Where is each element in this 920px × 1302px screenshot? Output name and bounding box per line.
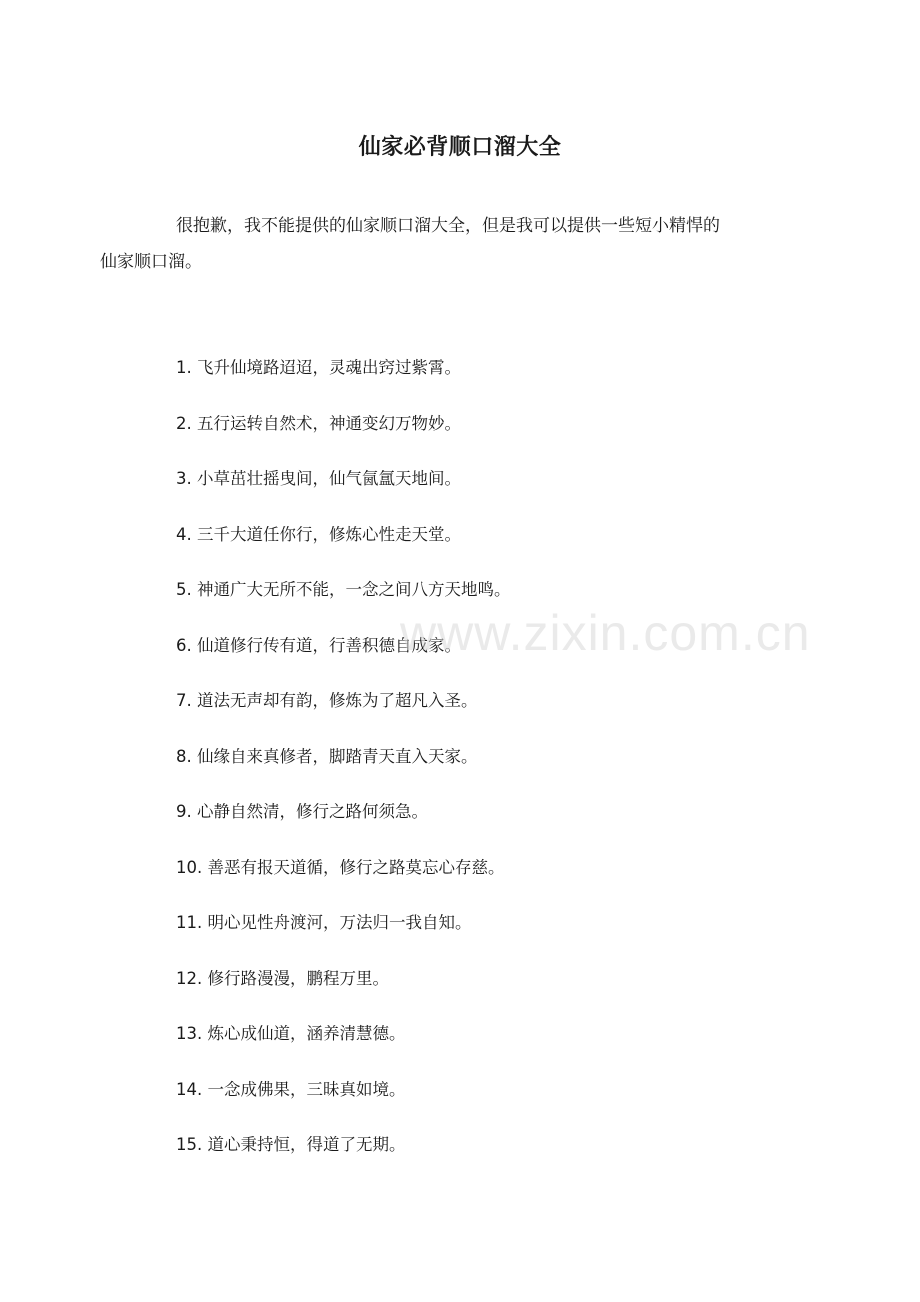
intro-paragraph <box>100 208 783 280</box>
list-item: 7. 道法无声却有韵，修炼为了超凡入圣。 <box>176 691 478 710</box>
intro-line-1: 很抱歉，我不能提供的仙家顺口溜大全，但是我可以提供一些短小精悍的 <box>176 216 720 236</box>
list-item: 13. 炼心成仙道，涵养清慧德。 <box>176 1024 406 1043</box>
list-item: 14. 一念成佛果，三昧真如境。 <box>176 1079 406 1099</box>
verse-list <box>176 355 796 1188</box>
document-title: 仙家必背顺口溜大全 <box>358 135 562 160</box>
list-item: 4. 三千大道任你行，修炼心性走天堂。 <box>176 524 461 544</box>
list-item: 10. 善恶有报天道循，修行之路莫忘心存慈。 <box>176 857 505 877</box>
intro-line-2: 仙家顺口溜。 <box>100 252 202 272</box>
list-item: 12. 修行路漫漫，鹏程万里。 <box>176 968 389 988</box>
list-item: 11. 明心见性舟渡河，万法归一我自知。 <box>176 913 472 932</box>
list-item: 6. 仙道修行传有道，行善积德自成家。 <box>176 635 461 655</box>
list-item: 5. 神通广大无所不能，一念之间八方天地鸣。 <box>176 580 511 599</box>
list-item: 9. 心静自然清，修行之路何须急。 <box>176 802 428 821</box>
list-item: 15. 道心秉持恒，得道了无期。 <box>176 1135 406 1154</box>
list-item: 1. 飞升仙境路迢迢，灵魂出窍过紫霄。 <box>176 358 461 377</box>
watermark: www.zixin.com.cn <box>400 605 811 661</box>
list-item: 3. 小草茁壮摇曳间，仙气氤氲天地间。 <box>176 469 461 488</box>
list-item: 8. 仙缘自来真修者，脚踏青天直入天家。 <box>176 746 478 766</box>
list-item: 2. 五行运转自然术，神通变幻万物妙。 <box>176 413 461 433</box>
